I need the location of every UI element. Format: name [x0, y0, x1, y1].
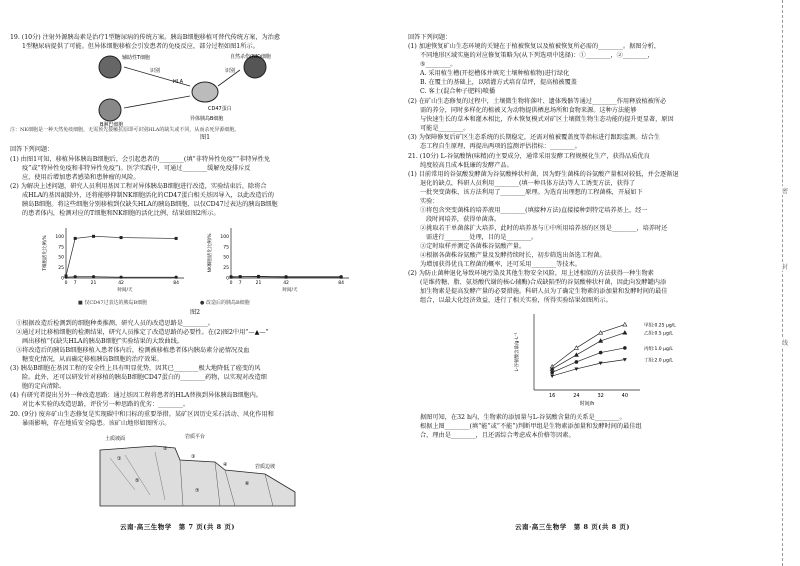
step-3: ③定时取样并测定各菌株谷氨酸产量。	[420, 243, 526, 250]
q20-1-line-2: 不同地形区域实施的对应修复策略为(从下列选项中选择)：①________，②________，	[420, 52, 654, 59]
step-1-line-2: 段时间培养，获得单菌落。	[426, 216, 501, 223]
label-recognize-2: 识别	[225, 68, 236, 74]
region-6: ⑥	[245, 481, 250, 487]
label-soil-slope: 土质坡面	[105, 436, 126, 442]
footer-page-7: 云南·高三生物学 第 7 页(共 8 页)	[120, 523, 236, 531]
q19-heading: 19. (10分) 注射外源胰岛素是治疗1型糖尿病的传统方案。胰岛B细胞移植可替代传统方案，为治愈	[10, 34, 281, 41]
data-point	[623, 323, 627, 327]
y-axis-label: L-谷氨酸含量/g·L⁻¹	[515, 332, 520, 372]
data-point	[92, 275, 95, 278]
answer-prompt-left: 回答下列问题：	[10, 146, 54, 153]
q21-1-line-1: (1) 目前常用的谷氨酸发酵菌为谷氨酸棒状杆菌，因为野生菌株的谷氨酸产量相对较低，并会逐渐退	[408, 171, 679, 178]
legend-entry: 丁组:2.0 μg/L	[644, 358, 673, 364]
label-cd47: CD47蛋白	[208, 106, 232, 112]
q19-2-line-2: 成HLA的基因敲除外，还将能够抑制NK细胞活化的CD47蛋白相关基因导入，以此改造后的	[22, 192, 274, 199]
x-tick-label: 21	[90, 281, 97, 286]
q19-2-line-4: 的患者体内，检测对应的T细胞和NK细胞的活化比例，结果如图2所示。	[22, 210, 220, 217]
figure-1-diagram	[80, 50, 300, 128]
step-2-line-2: 需进行________处理，目的是________。	[426, 234, 538, 241]
q20-3-line-2: 态工程自生原理，再提出两项的监测评估指标：________。	[420, 143, 581, 150]
legend-entry: 甲组:0.25 μg/L	[644, 323, 676, 329]
region-2: ②	[163, 446, 168, 452]
label-nk: 自然杀伤(NK)细胞	[230, 54, 271, 60]
region-7: ⑦	[195, 488, 200, 494]
q21-line-1: 21. (10分) L-谷氨酸钠(味精)的主要成分，通常采用发酵工程规模化生产，获得品质优良	[408, 153, 650, 160]
q21-line-2: 纯度较高且成本低廉的发酵产品。	[420, 162, 513, 169]
q20-3-line-1: (3) 为保障修复后矿区生态系统的长期稳定，还需对植被覆盖度等指标进行跟踪监测。结合生	[408, 134, 661, 141]
figure-2-legend-a: ■ 仅CD47过表达的胰岛B细胞	[78, 300, 148, 306]
legend-b-label: 改造后的胰岛B细胞	[205, 300, 250, 306]
data-point	[623, 346, 627, 350]
data-point	[175, 276, 178, 279]
q21-1-line-3: 一批突变菌株，该方法利用了________原理。为选育出理想的工程菌株，开展如下	[420, 189, 643, 196]
figure-2-legend-b: ● 改造后的胰岛B细胞	[200, 300, 250, 306]
figure-3-terrain-diagram	[95, 430, 305, 508]
data-point	[550, 371, 554, 375]
region-5: ⑤	[135, 478, 140, 484]
q19-iii-line-2: 糖变化情况，从而确定移植胰岛B细胞的治疗效果。	[22, 356, 163, 363]
binding-line	[782, 0, 784, 566]
figure-2-nk-cell-chart	[205, 222, 355, 294]
y-tick-label: 50	[58, 255, 64, 261]
q19-2-line-1: (2) 为解决上述问题，研究人员利用基因工程对异体胰岛B细胞进行改造，实验结束后，除将合	[10, 183, 267, 190]
y-tick-label: 25	[58, 266, 64, 272]
legend-entry: 丙组:1.0 μg/L	[644, 346, 673, 352]
figure-1-caption: 图1	[200, 134, 211, 141]
q19-4-line-1: (4) 有研究者提出另外一种改造思路：通过基因工程将患者的HLA替换到异体胰岛B细胞内。	[10, 392, 262, 399]
label-helper-t: 辅助性T细胞	[122, 55, 151, 61]
data-point	[64, 276, 67, 279]
footer-page-8: 云南·高三生物学 第 8 页(共 8 页)	[515, 523, 631, 531]
region-4: ④	[223, 462, 228, 468]
step-1-line-1: ①将包含突变菌株的培养液用________(填接种方法)直接接种到特定培养基上，经一	[420, 207, 648, 214]
option-a: A. 采用植生槽(开挖槽体并填充土壤种植植物)进行绿化	[420, 70, 570, 77]
q19-1-line-2: 疫”或“特异性免疫和非特异性免疫”)。医学实践中，可通过________缓解免疫排斥反	[22, 165, 251, 172]
q19-3-line-1: (3) 胰岛B细胞在基因工程的安全性上具有明显优势，因其已________极大地降低了癌变的风	[10, 365, 261, 372]
q19-ii-line-1: ②通过对比移植细胞的检测结果，研究人员推定了改造思路的必要性。在(2)图2中用“—▲—”	[16, 329, 269, 336]
x-tick-label: 84	[338, 281, 345, 286]
series-line	[552, 325, 625, 367]
q19-ii-line-2: 画出移植“仅缺失HLA的胰岛B细胞”实验结果的大致曲线。	[22, 338, 183, 345]
page-8	[400, 0, 800, 566]
x-tick-label: 42	[283, 281, 289, 286]
figure-2-caption: 图2	[190, 309, 201, 316]
y-tick-label: 100	[220, 234, 229, 240]
binding-label-3: 线	[778, 338, 792, 347]
data-point	[575, 360, 579, 364]
q20-line-1: 20. (9分) 废弃矿山生态修复是实现碳中和目标的重要举措。某矿区因历史采石活动、风化作用和	[10, 411, 274, 418]
q21-answer-line-3: 合，理由是________，且还需综合考虑成本价格等因素。	[420, 432, 575, 439]
x-axis-label: 时间/h	[579, 401, 595, 407]
series-line	[66, 236, 176, 276]
option-b: B. 在覆土的基础上，以喷灌方式培育草坪，提高植被覆盖	[420, 79, 577, 86]
data-point	[623, 331, 627, 335]
data-point	[599, 351, 603, 355]
option-c: C. 客土(混合种子肥料)喷播	[420, 88, 496, 95]
legend-entry: 乙组:0.5 μg/L	[644, 331, 673, 337]
x-tick-label: 7	[238, 281, 242, 286]
region-1: ①	[117, 456, 122, 462]
x-tick-label: 40	[621, 393, 629, 399]
q20-2-line-4: 可能是________。	[420, 125, 470, 132]
y-tick-label: 0	[61, 276, 64, 282]
q20-2-line-3: 与快速生长的草本和灌木相比，乔木恢复模式对矿区土壤微生物生态功能的提升更显著，原因	[420, 116, 674, 123]
y-tick-label: 100	[55, 234, 64, 240]
q21-2-line-1: (2) 为防止菌种退化导致环境污染及其他生物安全风险，用上述相似的方法获得一种生物素	[408, 270, 654, 277]
data-point	[574, 346, 578, 350]
q19-4-line-2: 对比本实验的改造思路，评价另一种思路的优劣：________。	[22, 401, 190, 408]
step-4: ④根据各菌株谷氨酸产量及发酵持续时长，初步筛选出备选工程菌。	[420, 252, 606, 259]
data-point	[120, 236, 123, 239]
answer-prompt-right: 回答下列问题：	[408, 34, 452, 41]
data-point	[229, 275, 232, 278]
q19-2-line-3: 胰岛B细胞。将这些细胞分别移植到仅缺失HLA的胰岛B细胞、以仅CD47过表达的胰岛B细胞	[22, 201, 278, 208]
x-tick-label: 32	[597, 393, 604, 399]
step-2-line-1: ②挑取若干单菌落扩大培养，此时的培养基与①中所用培养基的区别是________，培养时还	[420, 225, 668, 232]
legend-a-label: 仅CD47过表达的胰岛B细胞	[84, 300, 148, 306]
q20-1-line-1: (1) 加速恢复矿山生态环境的关键在于植被恢复以及植被恢复所必需的________。据图分析，	[408, 43, 661, 50]
label-rock-slope: 岩质边坡	[255, 464, 276, 470]
x-tick-label: 16	[548, 393, 556, 399]
data-point	[284, 275, 287, 278]
figure-2-t-cell-chart	[40, 222, 190, 294]
q21-2-line-4: 组合，以最大化经济效益，进行了相关实验，所得实验结果如图所示。	[420, 297, 612, 304]
label-donor-b: 异体胰岛B细胞	[190, 116, 224, 122]
q19-1-line-1: (1) 由图1可知，移植异体胰岛B细胞后，会引起患者的________(填“非特异性免疫”“非特异性免	[10, 156, 271, 163]
y-tick-label: 75	[58, 245, 64, 251]
q20-2-line-1: (2) 在矿山生态修复的过程中，土壤微生物将落叶、遗体残骸等通过________作用释放植被所必	[408, 98, 667, 105]
q21-2-line-3: 加生物素是提高发酵产量的必要措施。科研人员为了确定生物素的添加量和发酵时间的最佳	[420, 288, 668, 295]
q20-1-line-3: ⑤________。	[420, 61, 457, 68]
label-b-cell: B淋巴细胞	[100, 122, 124, 128]
glutamate-chart	[510, 308, 740, 408]
binding-label-2: 封	[778, 262, 792, 271]
y-tick-label: 0	[226, 276, 229, 282]
label-recognize-1: 识别	[150, 68, 161, 74]
q21-answer-line-2: 根据上图________(填“能”或“不能”)判断甲组是生物素添加量和发酵时间的最佳组	[420, 423, 642, 430]
data-point	[119, 276, 122, 279]
region-3: ③	[191, 454, 196, 460]
q19-3-line-2: 险。此外，还可以研发针对移植的胰岛B细胞CD47蛋白的________药物，以实现对改造细	[22, 374, 267, 381]
data-point	[340, 275, 343, 278]
y-tick-label: 25	[223, 266, 229, 272]
q21-1-tail: 为增加获得优良工程菌的概率，还可采用________等技术。	[420, 261, 581, 268]
q20-line-2: 暴雨影响，存在地质安全隐患。该矿山地形如图所示。	[22, 420, 171, 427]
x-axis-label: 时间/天	[117, 288, 133, 293]
data-point	[175, 237, 178, 240]
q21-1-line-2: 退化的缺点，科研人员利用________(填一种具体方法)等人工诱变方法，获得了	[420, 180, 636, 187]
q19-i: ①根据改造后检测到的细胞种类推测，研究人员的改造思路是________。	[16, 320, 214, 327]
x-tick-label: 0	[229, 281, 233, 286]
y-tick-label: 75	[223, 245, 229, 251]
x-tick-label: 21	[255, 281, 262, 286]
q19-1-line-3: 应，使用后增加患者感染和患肿瘤的风险。	[22, 174, 140, 181]
y-tick-label: 50	[223, 255, 229, 261]
data-point	[550, 374, 554, 378]
x-tick-label: 42	[118, 281, 124, 286]
b-cell-icon	[99, 99, 121, 121]
x-tick-label: 24	[573, 393, 580, 399]
q20-2-line-2: 需的养分，同时多样化的植被又为动物提供栖息场所和食物来源。这种方法能够	[420, 107, 637, 114]
label-rock-platform: 岩质平台	[185, 434, 206, 440]
x-axis-label: 时间/天	[282, 288, 298, 293]
data-point	[574, 353, 578, 357]
x-tick-label: 84	[173, 281, 180, 286]
y-axis-label: NK细胞活化比例/%	[208, 233, 213, 273]
y-axis-label: T细胞活化比例/%	[43, 235, 48, 271]
binding-label-1: 密	[778, 186, 792, 195]
q19-3-line-3: 胞的定向清除。	[22, 383, 66, 390]
figure-1-note: 注：NK细胞是一种天然免疫细胞，无需预先接触抗原即可识别HLA的缺失或不同，从而杀死异源细胞。	[10, 127, 240, 133]
q19-iii-line-1: ③将改造后的胰岛B细胞移植入患者体内后，检测被移植患者体内胰岛素分泌情况及血	[16, 347, 250, 354]
q21-1-line-4: 实验：	[420, 198, 439, 205]
q21-2-line-2: (是维持糖、脂、氨基酸代谢的核心辅酶)合成缺陷型的谷氨酸棒状杆菌，因此向发酵罐内添	[420, 279, 667, 286]
series-line	[552, 333, 625, 369]
series-line	[552, 348, 625, 373]
q19-heading-2: 1型糖尿病提供了可能。但异体细胞移植会引发患者的免疫反应，部分过程如图1所示。	[22, 43, 259, 50]
data-point	[239, 275, 242, 278]
x-tick-label: 0	[64, 281, 68, 286]
data-point	[74, 237, 77, 240]
helper-t-cell-icon	[99, 56, 121, 78]
data-point	[257, 275, 260, 278]
x-tick-label: 7	[73, 281, 77, 286]
data-point	[92, 235, 95, 238]
label-hla: HLA	[173, 79, 184, 85]
q21-answer-line-1: 据图可知，在32 h内，生物素的添加量与L-谷氨酸含量的关系是________。	[420, 414, 626, 421]
donor-b-cell-icon	[192, 82, 218, 102]
data-point	[74, 275, 77, 278]
